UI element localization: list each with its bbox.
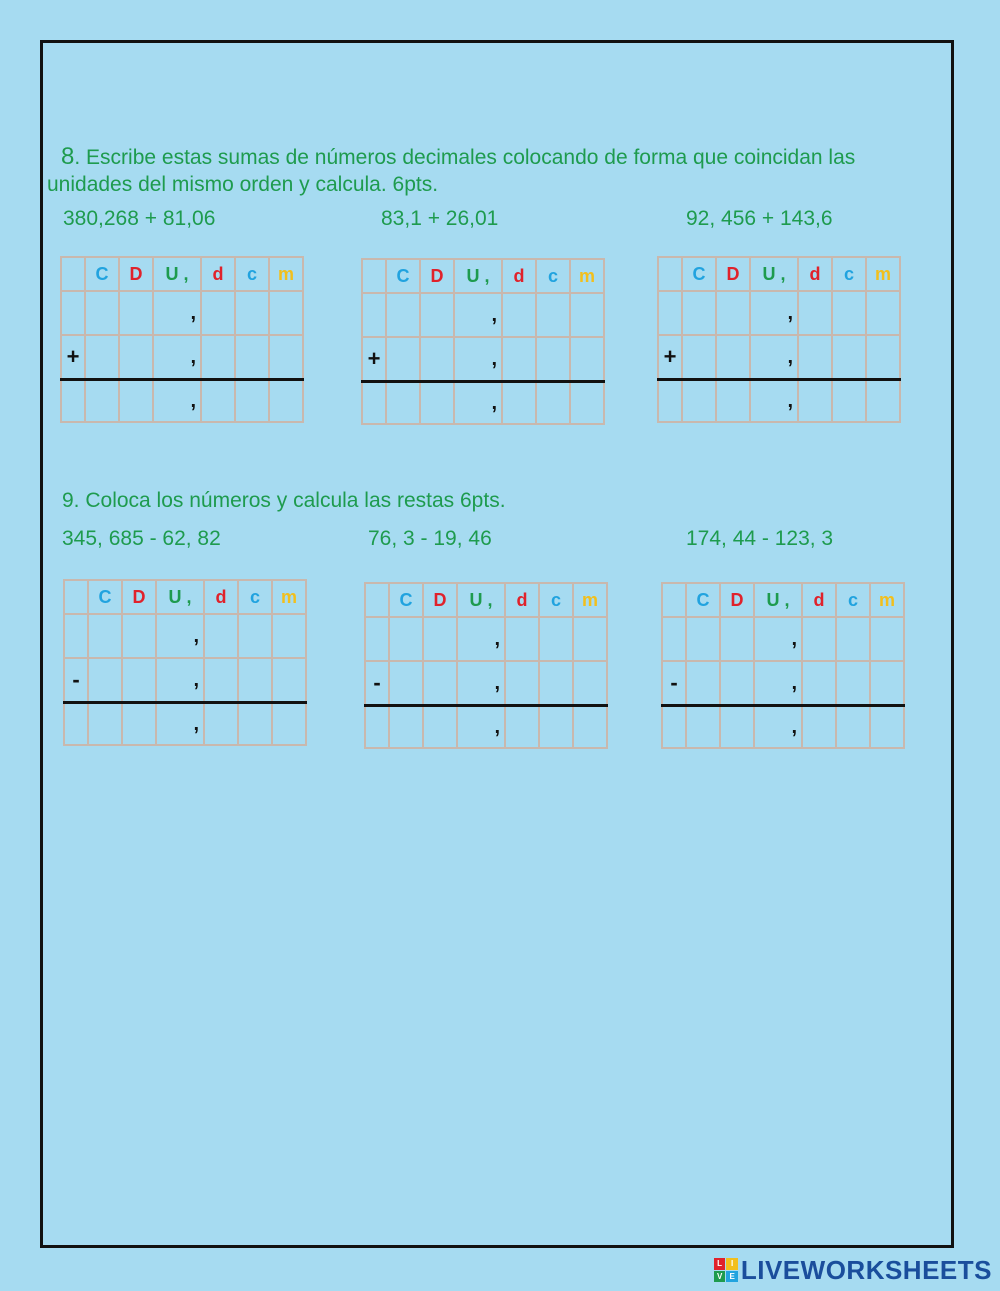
header-D: D xyxy=(420,259,454,293)
minus-sign: - xyxy=(670,670,678,695)
cell[interactable] xyxy=(122,614,156,658)
cell[interactable] xyxy=(802,617,836,661)
cell[interactable] xyxy=(505,661,539,706)
header-c: c xyxy=(238,580,272,614)
header-c: c xyxy=(539,583,573,617)
cell-units[interactable] xyxy=(457,661,505,706)
cell-units[interactable] xyxy=(153,380,201,423)
cell[interactable] xyxy=(502,293,536,337)
cell[interactable] xyxy=(836,661,870,706)
header-m: m xyxy=(870,583,904,617)
cell[interactable] xyxy=(536,337,570,382)
cell[interactable] xyxy=(682,380,716,423)
cell[interactable] xyxy=(204,658,238,703)
cell[interactable] xyxy=(269,335,303,380)
cell-units[interactable] xyxy=(153,335,201,380)
cell[interactable] xyxy=(119,291,153,335)
exercise-8-title xyxy=(47,143,937,198)
cell[interactable] xyxy=(870,617,904,661)
logo-badge-icon: L I V E xyxy=(714,1258,738,1282)
cell-units[interactable] xyxy=(457,706,505,749)
header-d: d xyxy=(204,580,238,614)
header-d: d xyxy=(798,257,832,291)
cell[interactable] xyxy=(832,291,866,335)
cell[interactable] xyxy=(88,658,122,703)
decimal-comma: , xyxy=(491,304,497,326)
cell[interactable] xyxy=(832,335,866,380)
cell[interactable] xyxy=(88,703,122,746)
cell[interactable] xyxy=(235,291,269,335)
header-c: c xyxy=(235,257,269,291)
cell[interactable] xyxy=(505,706,539,749)
cell[interactable] xyxy=(272,658,306,703)
cell[interactable] xyxy=(386,337,420,382)
cell[interactable] xyxy=(365,706,389,749)
cell[interactable] xyxy=(122,658,156,703)
exercise-9-title: 9. Coloca los números y calcula las restas 6pts. xyxy=(62,489,506,512)
cell-units[interactable] xyxy=(454,293,502,337)
cell-units[interactable] xyxy=(750,335,798,380)
cell-units[interactable] xyxy=(750,380,798,423)
cell[interactable] xyxy=(686,706,720,749)
decimal-comma: , xyxy=(193,625,199,647)
cell-units[interactable] xyxy=(156,703,204,746)
header-U: U , xyxy=(153,257,201,291)
decimal-comma: , xyxy=(494,716,500,738)
problem-8b: 83,1 + 26,01 xyxy=(381,207,499,230)
header-C: C xyxy=(686,583,720,617)
cell[interactable] xyxy=(866,291,900,335)
logo-text: LIVEWORKSHEETS xyxy=(740,1254,992,1285)
header-D: D xyxy=(122,580,156,614)
cell[interactable] xyxy=(88,614,122,658)
cell[interactable] xyxy=(798,291,832,335)
cell-units[interactable] xyxy=(457,617,505,661)
cell[interactable] xyxy=(720,617,754,661)
header-m: m xyxy=(269,257,303,291)
cell-units[interactable] xyxy=(754,661,802,706)
cell[interactable] xyxy=(204,703,238,746)
problem-9a: 345, 685 - 62, 82 xyxy=(62,527,221,550)
cell[interactable] xyxy=(536,382,570,425)
cell[interactable] xyxy=(716,380,750,423)
cell[interactable] xyxy=(716,335,750,380)
cell[interactable] xyxy=(122,703,156,746)
cell[interactable] xyxy=(870,661,904,706)
decimal-comma: , xyxy=(791,672,797,694)
header-U: U , xyxy=(454,259,502,293)
minus-sign: - xyxy=(373,670,381,695)
header-d: d xyxy=(802,583,836,617)
header-C: C xyxy=(386,259,420,293)
cell[interactable] xyxy=(61,291,85,335)
header-m: m xyxy=(866,257,900,291)
header-D: D xyxy=(720,583,754,617)
decimal-comma: , xyxy=(787,346,793,368)
decimal-comma: , xyxy=(190,346,196,368)
cell[interactable] xyxy=(204,614,238,658)
header-D: D xyxy=(119,257,153,291)
header-d: d xyxy=(505,583,539,617)
cell[interactable] xyxy=(235,380,269,423)
grid-8a xyxy=(60,256,304,423)
plus-sign: + xyxy=(66,344,80,369)
cell[interactable] xyxy=(238,614,272,658)
cell[interactable] xyxy=(836,706,870,749)
cell[interactable] xyxy=(238,703,272,746)
problem-9b: 76, 3 - 19, 46 xyxy=(368,527,492,550)
decimal-comma: , xyxy=(787,390,793,412)
header-U: U , xyxy=(754,583,802,617)
header-d: d xyxy=(201,257,235,291)
cell[interactable] xyxy=(832,380,866,423)
cell[interactable] xyxy=(686,661,720,706)
plus-sign: + xyxy=(663,344,677,369)
cell[interactable] xyxy=(85,291,119,335)
cell[interactable] xyxy=(720,706,754,749)
header-C: C xyxy=(88,580,122,614)
decimal-comma: , xyxy=(190,390,196,412)
cell[interactable] xyxy=(682,291,716,335)
cell[interactable] xyxy=(658,291,682,335)
decimal-comma: , xyxy=(491,348,497,370)
cell[interactable] xyxy=(61,380,85,423)
cell[interactable] xyxy=(85,380,119,423)
cell[interactable] xyxy=(362,293,386,337)
grid-9c xyxy=(661,582,905,749)
exercise-8-number: 8 xyxy=(61,143,75,170)
cell[interactable] xyxy=(573,617,607,661)
cell[interactable] xyxy=(235,335,269,380)
exercise-8-text: . Escribe estas sumas de números decimales colocando de forma que coincidan las unidades del mismo orden y calcula. 6pts. xyxy=(47,146,856,196)
cell-units[interactable] xyxy=(153,291,201,335)
cell[interactable] xyxy=(836,617,870,661)
cell-units[interactable] xyxy=(754,706,802,749)
cell[interactable] xyxy=(423,617,457,661)
cell[interactable] xyxy=(662,706,686,749)
liveworksheets-logo xyxy=(714,1255,992,1285)
cell[interactable] xyxy=(866,335,900,380)
cell[interactable] xyxy=(420,337,454,382)
cell[interactable] xyxy=(389,617,423,661)
cell[interactable] xyxy=(870,706,904,749)
cell[interactable] xyxy=(64,703,88,746)
header-m: m xyxy=(570,259,604,293)
cell[interactable] xyxy=(570,293,604,337)
cell[interactable] xyxy=(539,706,573,749)
cell[interactable] xyxy=(802,661,836,706)
cell[interactable] xyxy=(866,380,900,423)
cell[interactable] xyxy=(570,382,604,425)
cell[interactable] xyxy=(539,617,573,661)
decimal-comma: , xyxy=(494,628,500,650)
cell[interactable] xyxy=(389,661,423,706)
header-m: m xyxy=(272,580,306,614)
cell[interactable] xyxy=(119,335,153,380)
header-C: C xyxy=(389,583,423,617)
decimal-comma: , xyxy=(791,628,797,650)
cell[interactable] xyxy=(798,335,832,380)
cell[interactable] xyxy=(502,382,536,425)
cell[interactable] xyxy=(85,335,119,380)
decimal-comma: , xyxy=(791,716,797,738)
cell[interactable] xyxy=(365,617,389,661)
cell[interactable] xyxy=(201,291,235,335)
cell[interactable] xyxy=(570,337,604,382)
header-c: c xyxy=(536,259,570,293)
cell[interactable] xyxy=(682,335,716,380)
cell[interactable] xyxy=(389,706,423,749)
problem-9c: 174, 44 - 123, 3 xyxy=(686,527,834,550)
cell[interactable] xyxy=(272,703,306,746)
cell-units[interactable] xyxy=(754,617,802,661)
header-D: D xyxy=(716,257,750,291)
cell[interactable] xyxy=(658,380,682,423)
cell-units[interactable] xyxy=(156,614,204,658)
header-D: D xyxy=(423,583,457,617)
grid-8c xyxy=(657,256,901,423)
cell[interactable] xyxy=(573,706,607,749)
decimal-comma: , xyxy=(494,672,500,694)
cell[interactable] xyxy=(505,617,539,661)
cell[interactable] xyxy=(662,617,686,661)
decimal-comma: , xyxy=(491,392,497,414)
header-U: U , xyxy=(156,580,204,614)
minus-sign: - xyxy=(72,667,80,692)
cell[interactable] xyxy=(386,293,420,337)
cell[interactable] xyxy=(573,661,607,706)
cell[interactable] xyxy=(362,382,386,425)
cell-units[interactable] xyxy=(156,658,204,703)
header-C: C xyxy=(85,257,119,291)
decimal-comma: , xyxy=(190,302,196,324)
cell[interactable] xyxy=(423,706,457,749)
header-U: U , xyxy=(457,583,505,617)
cell[interactable] xyxy=(386,382,420,425)
cell[interactable] xyxy=(64,614,88,658)
cell[interactable] xyxy=(536,293,570,337)
grid-9b xyxy=(364,582,608,749)
header-c: c xyxy=(832,257,866,291)
header-d: d xyxy=(502,259,536,293)
cell[interactable] xyxy=(269,380,303,423)
plus-sign: + xyxy=(367,346,381,371)
cell[interactable] xyxy=(119,380,153,423)
cell[interactable] xyxy=(423,661,457,706)
cell[interactable] xyxy=(238,658,272,703)
cell[interactable] xyxy=(201,380,235,423)
cell[interactable] xyxy=(539,661,573,706)
cell[interactable] xyxy=(201,335,235,380)
decimal-comma: , xyxy=(193,669,199,691)
cell-units[interactable] xyxy=(454,337,502,382)
cell[interactable] xyxy=(420,293,454,337)
cell[interactable] xyxy=(798,380,832,423)
cell[interactable] xyxy=(272,614,306,658)
cell[interactable] xyxy=(502,337,536,382)
problem-8a: 380,268 + 81,06 xyxy=(63,207,216,230)
grid-9a xyxy=(63,579,307,746)
cell[interactable] xyxy=(720,661,754,706)
header-m: m xyxy=(573,583,607,617)
header-U: U , xyxy=(750,257,798,291)
decimal-comma: , xyxy=(193,713,199,735)
cell[interactable] xyxy=(269,291,303,335)
header-C: C xyxy=(682,257,716,291)
header-c: c xyxy=(836,583,870,617)
cell-units[interactable] xyxy=(750,291,798,335)
grid-8b xyxy=(361,258,605,425)
decimal-comma: , xyxy=(787,302,793,324)
cell[interactable] xyxy=(802,706,836,749)
cell[interactable] xyxy=(686,617,720,661)
cell[interactable] xyxy=(420,382,454,425)
cell[interactable] xyxy=(716,291,750,335)
problem-8c: 92, 456 + 143,6 xyxy=(686,207,833,230)
cell-units[interactable] xyxy=(454,382,502,425)
